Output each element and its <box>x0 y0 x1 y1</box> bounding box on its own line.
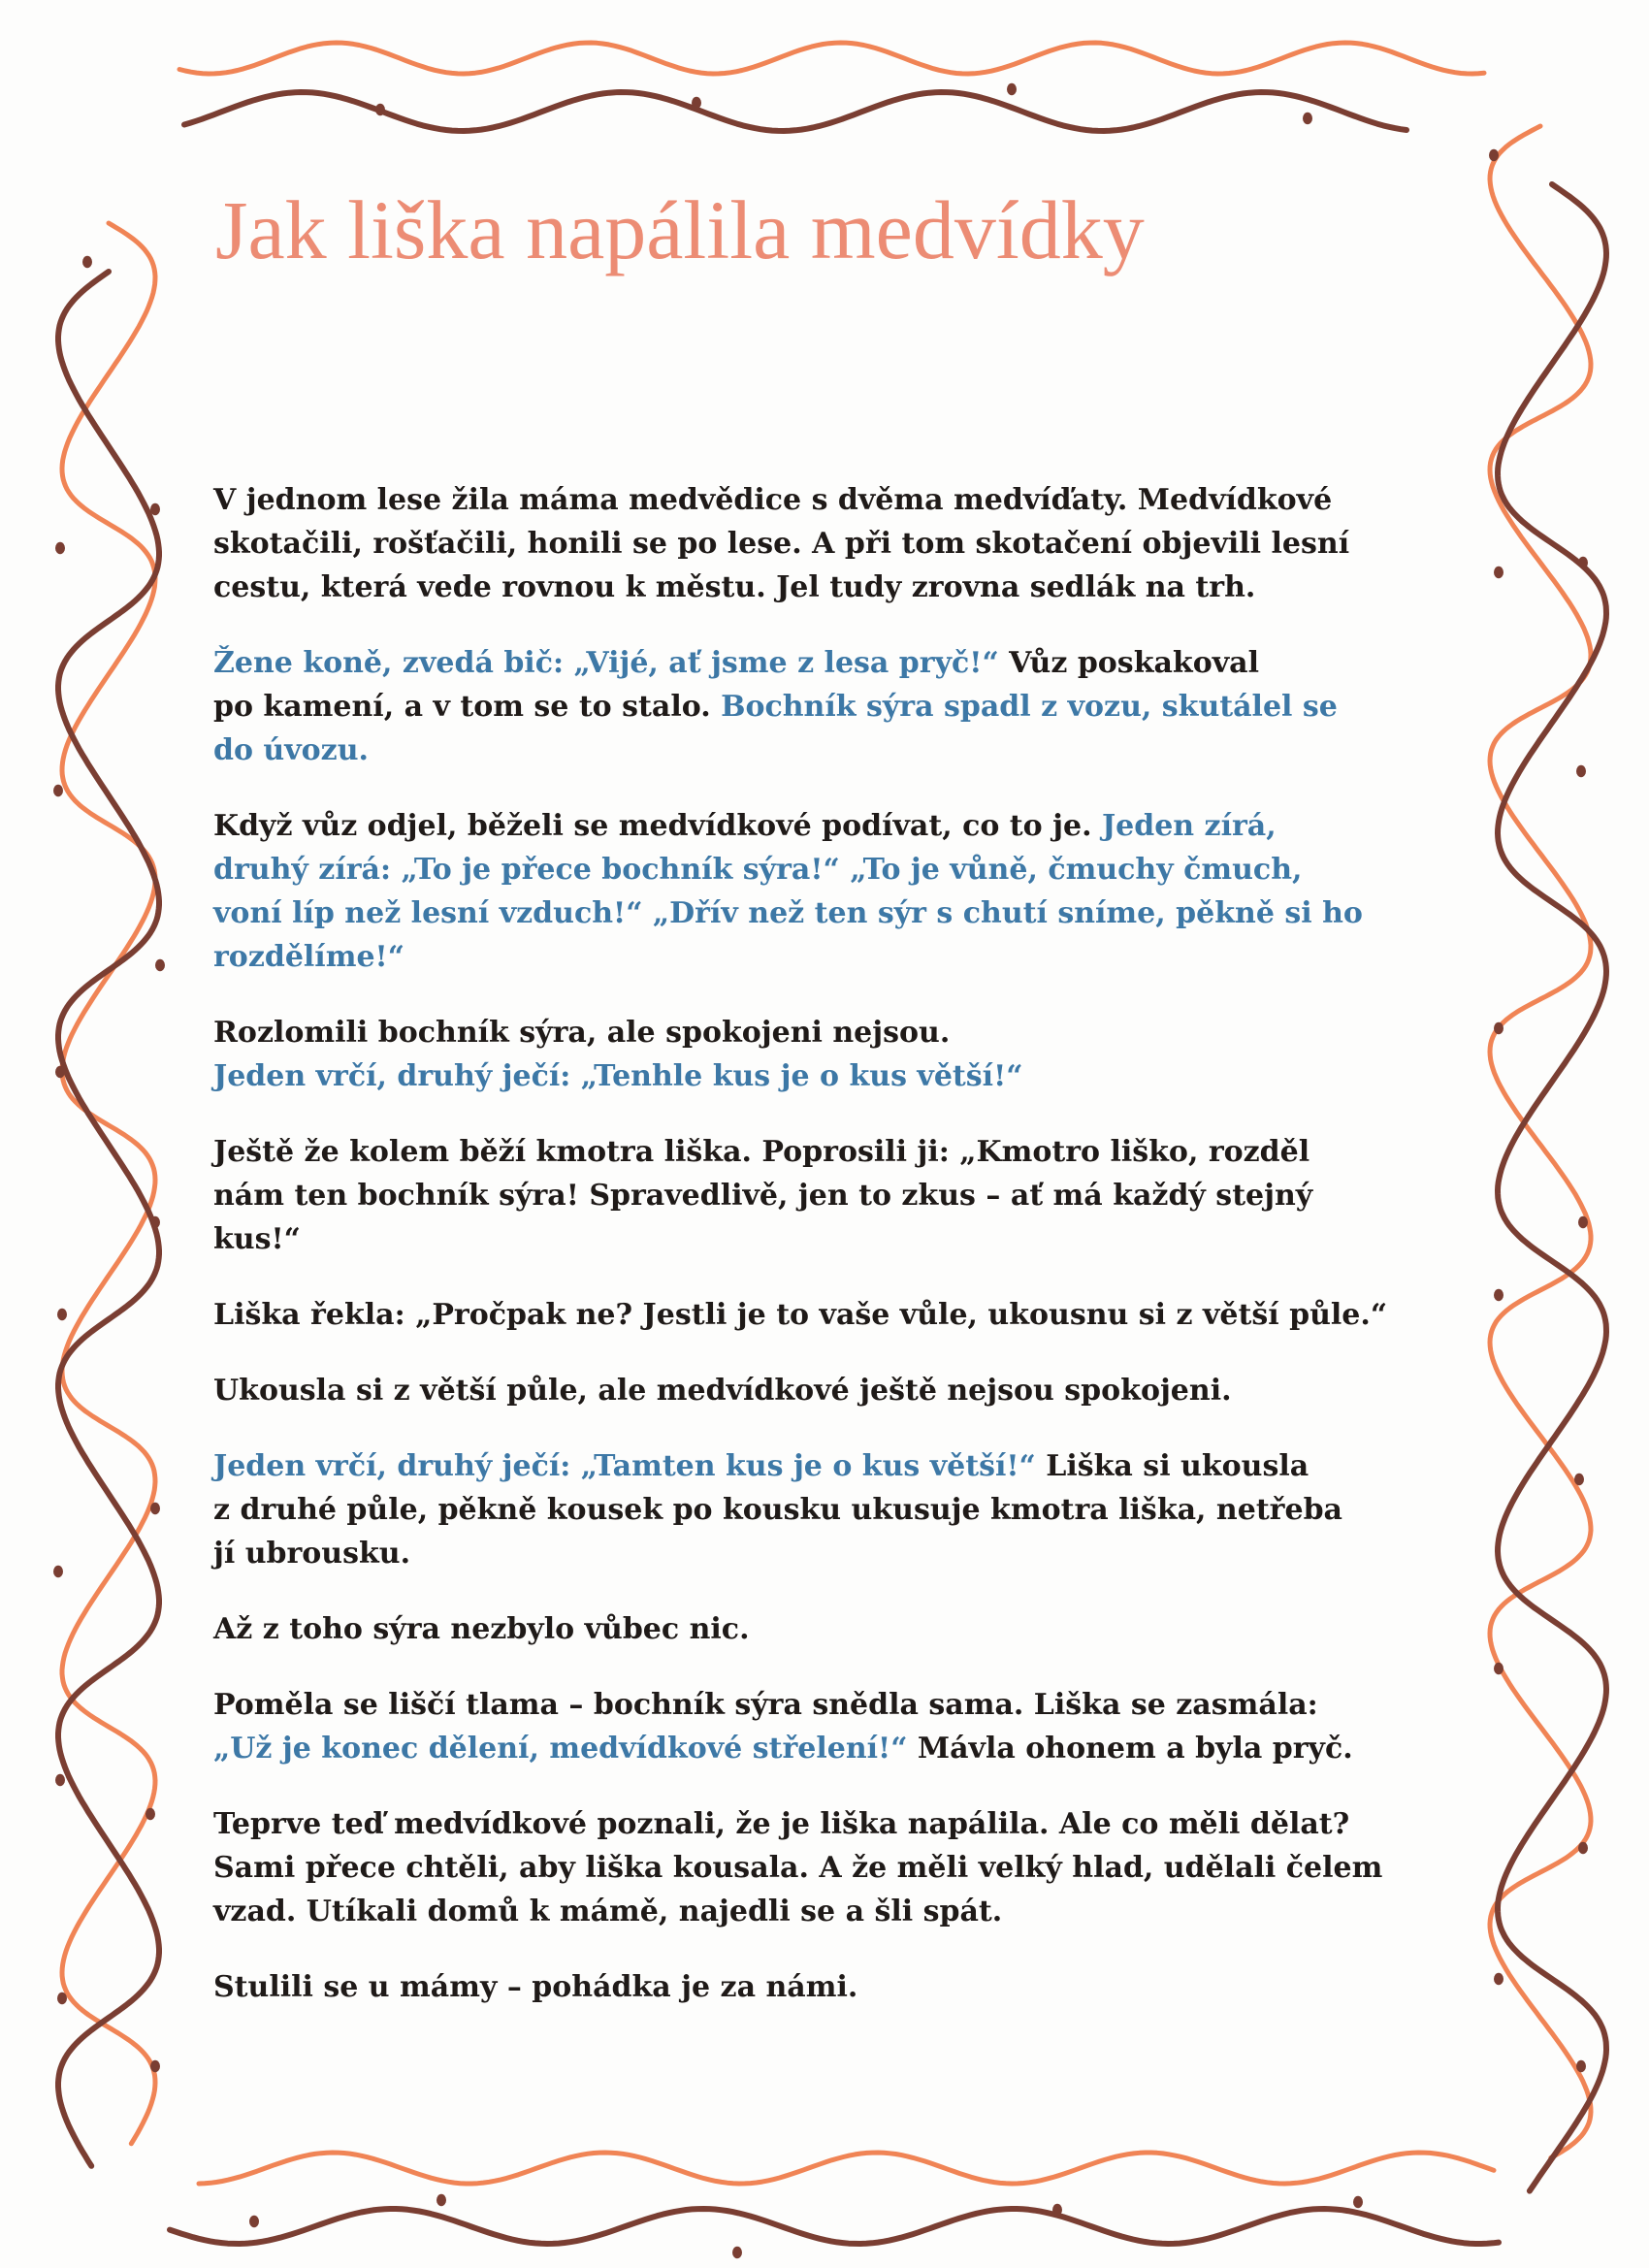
border-dot <box>155 959 165 972</box>
story-paragraph <box>213 478 1445 609</box>
story-paragraph <box>213 1130 1445 1261</box>
narration-text: Vůz poskakoval <box>998 646 1259 680</box>
border-dot <box>57 1309 67 1321</box>
border-dot <box>1578 1842 1588 1855</box>
dialogue-text: Žene koně, zvedá bič: „Vijé, ať jsme z lesa pryč!“ <box>213 646 999 680</box>
narration-text: Mávla ohonem a byla pryč. <box>907 1732 1353 1766</box>
narration-text: jí ubrousku. <box>213 1537 411 1571</box>
border-dot <box>436 2194 446 2207</box>
dialogue-text: druhý zírá: „To je přece bochník sýra!“ „To je vůně, čmuchy čmuch, <box>213 853 1303 887</box>
border-dot <box>375 104 385 116</box>
story-text <box>213 478 1445 2041</box>
narration-text: Když vůz odjel, běželi se medvídkové podívat, co to je. <box>213 809 1102 843</box>
dialogue-text: rozdělíme!“ <box>213 940 404 974</box>
border-dot <box>150 503 160 516</box>
border-dot <box>53 785 63 797</box>
border-dot <box>150 2060 160 2073</box>
border-left-orange <box>62 223 155 2144</box>
border-dot <box>1494 1022 1504 1035</box>
narration-text: cestu, která vede rovnou k městu. Jel tudy zrovna sedlák na trh. <box>213 570 1256 604</box>
border-dot <box>692 97 701 110</box>
story-paragraph <box>213 1444 1445 1575</box>
border-dot <box>53 1566 63 1578</box>
story-paragraph <box>213 1607 1445 1651</box>
story-paragraph <box>213 1011 1445 1098</box>
story-paragraph <box>213 641 1445 772</box>
story-paragraph <box>213 1802 1445 1933</box>
border-dot <box>57 1993 67 2005</box>
border-dot <box>1574 1474 1584 1486</box>
border-dot <box>55 1774 65 1787</box>
narration-text: V jednom lese žila máma medvědice s dvěma medvíďaty. Medvídkové <box>213 483 1333 517</box>
border-dot <box>1494 567 1504 579</box>
narration-text: Poměla se liščí tlama – bochník sýra snědla sama. Liška se zasmála: <box>213 1688 1318 1722</box>
narration-text: Stulili se u mámy – pohádka je za námi. <box>213 1970 858 2004</box>
border-dot <box>55 1066 65 1079</box>
border-dot <box>55 542 65 555</box>
border-right-orange <box>1490 126 1591 2157</box>
narration-text: z druhé půle, pěkně kousek po kousku ukusuje kmotra liška, netřeba <box>213 1493 1342 1527</box>
dialogue-text: Jeden zírá, <box>1101 809 1277 843</box>
dialogue-text: voní líp než lesní vzduch!“ „Dřív než ten sýr s chutí sníme, pěkně si ho <box>213 896 1363 930</box>
story-paragraph <box>213 804 1445 979</box>
narration-text: vzad. Utíkali domů k mámě, najedli se a šli spát. <box>213 1895 1003 1928</box>
narration-text: Rozlomili bochník sýra, ale spokojeni nejsou. <box>213 1016 951 1050</box>
border-dot <box>1494 1663 1504 1675</box>
border-dot <box>150 1216 160 1229</box>
border-dot <box>1578 557 1588 569</box>
border-dot <box>1303 113 1312 125</box>
narration-text: skotačili, rošťačili, honili se po lese. A při tom skotačení objevili lesní <box>213 527 1350 561</box>
narration-text: Liška si ukousla <box>1035 1449 1310 1483</box>
border-dot <box>150 1503 160 1515</box>
story-paragraph <box>213 1293 1445 1337</box>
border-dot <box>249 2216 259 2228</box>
narration-text: Ukousla si z větší půle, ale medvídkové ještě nejsou spokojeni. <box>213 1374 1232 1408</box>
border-dot <box>1353 2196 1363 2209</box>
border-dot <box>1576 2060 1586 2073</box>
story-paragraph <box>213 1683 1445 1770</box>
dialogue-text: „Už je konec dělení, medvídkové střelení!“ <box>213 1732 908 1766</box>
narration-text: kus!“ <box>213 1222 301 1256</box>
border-dot <box>1494 1973 1504 1986</box>
border-dot <box>82 256 92 269</box>
dialogue-text: Jeden vrčí, druhý ječí: „Tenhle kus je o kus větší!“ <box>213 1059 1023 1093</box>
border-bottom-brown <box>170 2209 1499 2244</box>
narration-text: Teprve teď medvídkové poznali, že je liška napálila. Ale co měli dělat? <box>213 1807 1350 1841</box>
dialogue-text: do úvozu. <box>213 733 369 767</box>
border-top-orange <box>179 43 1484 74</box>
border-dot <box>146 1808 155 1821</box>
story-paragraph <box>213 1369 1445 1412</box>
border-dot <box>1489 149 1499 162</box>
narration-text: Až z toho sýra nezbylo vůbec nic. <box>213 1612 750 1646</box>
narration-text: nám ten bochník sýra! Spravedlivě, jen to zkus – ať má každý stejný <box>213 1179 1313 1213</box>
narration-text: Sami přece chtěli, aby liška kousala. A že měli velký hlad, udělali čelem <box>213 1851 1383 1885</box>
border-dot <box>1578 1216 1588 1229</box>
dialogue-text: Bochník sýra spadl z vozu, skutálel se <box>721 690 1338 724</box>
border-dot <box>1007 83 1017 96</box>
story-paragraph <box>213 1965 1445 2009</box>
dialogue-text: Jeden vrčí, druhý ječí: „Tamten kus je o kus větší!“ <box>213 1449 1036 1483</box>
border-top-brown <box>184 92 1406 131</box>
border-dot <box>1576 765 1586 778</box>
narration-text: po kamení, a v tom se to stalo. <box>213 690 722 724</box>
story-title: Jak liška napálila medvídky <box>215 183 1145 276</box>
narration-text: Ještě že kolem běží kmotra liška. Poprosili ji: „Kmotro liško, rozděl <box>213 1135 1310 1169</box>
border-bottom-orange <box>199 2153 1494 2184</box>
border-dot <box>1052 2204 1062 2217</box>
border-dot <box>732 2247 742 2259</box>
narration-text: Liška řekla: „Pročpak ne? Jestli je to vaše vůle, ukousnu si z větší půle.“ <box>213 1298 1388 1332</box>
border-dot <box>1494 1289 1504 1302</box>
